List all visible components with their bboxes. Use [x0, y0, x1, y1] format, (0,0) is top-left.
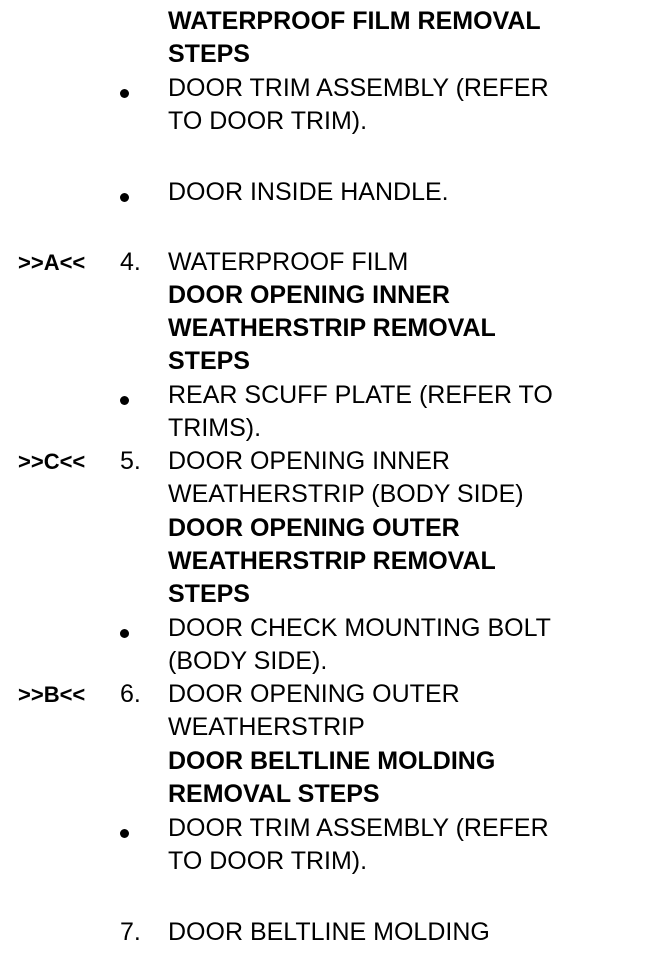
step-text: WEATHERSTRIP: [168, 713, 365, 741]
step-number: 7.: [120, 918, 141, 946]
section-heading: WEATHERSTRIP REMOVAL: [168, 314, 496, 342]
step-number: 4.: [120, 248, 141, 276]
step-marker: >>C<<: [18, 449, 86, 474]
section-heading: DOOR OPENING INNER: [168, 281, 450, 309]
step-number: 5.: [120, 447, 141, 475]
bullet-icon: [120, 193, 129, 202]
list-item-text: DOOR CHECK MOUNTING BOLT: [168, 614, 551, 642]
section-heading: DOOR BELTLINE MOLDING: [168, 747, 496, 775]
step-marker: >>B<<: [18, 682, 86, 707]
section-heading: STEPS: [168, 347, 250, 375]
section-heading: DOOR OPENING OUTER: [168, 514, 460, 542]
list-item-text: TO DOOR TRIM).: [168, 107, 368, 135]
step-marker: >>A<<: [18, 250, 86, 275]
section-heading: WATERPROOF FILM REMOVAL: [168, 7, 541, 35]
step-text: DOOR OPENING INNER: [168, 447, 450, 475]
step-text: WEATHERSTRIP (BODY SIDE): [168, 480, 524, 508]
bullet-icon: [120, 829, 129, 838]
step-text: DOOR OPENING OUTER: [168, 680, 460, 708]
list-item-text: DOOR TRIM ASSEMBLY (REFER: [168, 74, 549, 102]
section-heading: WEATHERSTRIP REMOVAL: [168, 547, 496, 575]
list-item-text: TO DOOR TRIM).: [168, 847, 368, 875]
list-item-text: DOOR TRIM ASSEMBLY (REFER: [168, 814, 549, 842]
section-heading: STEPS: [168, 40, 250, 68]
bullet-icon: [120, 89, 129, 98]
section-heading: STEPS: [168, 580, 250, 608]
bullet-icon: [120, 629, 129, 638]
section-heading: REMOVAL STEPS: [168, 780, 380, 808]
list-item-text: DOOR INSIDE HANDLE.: [168, 178, 449, 206]
list-item-text: (BODY SIDE).: [168, 647, 328, 675]
step-number: 6.: [120, 680, 141, 708]
list-item-text: TRIMS).: [168, 414, 262, 442]
step-text: WATERPROOF FILM: [168, 248, 409, 276]
bullet-icon: [120, 396, 129, 405]
list-item-text: REAR SCUFF PLATE (REFER TO: [168, 381, 553, 409]
step-text: DOOR BELTLINE MOLDING: [168, 918, 490, 946]
